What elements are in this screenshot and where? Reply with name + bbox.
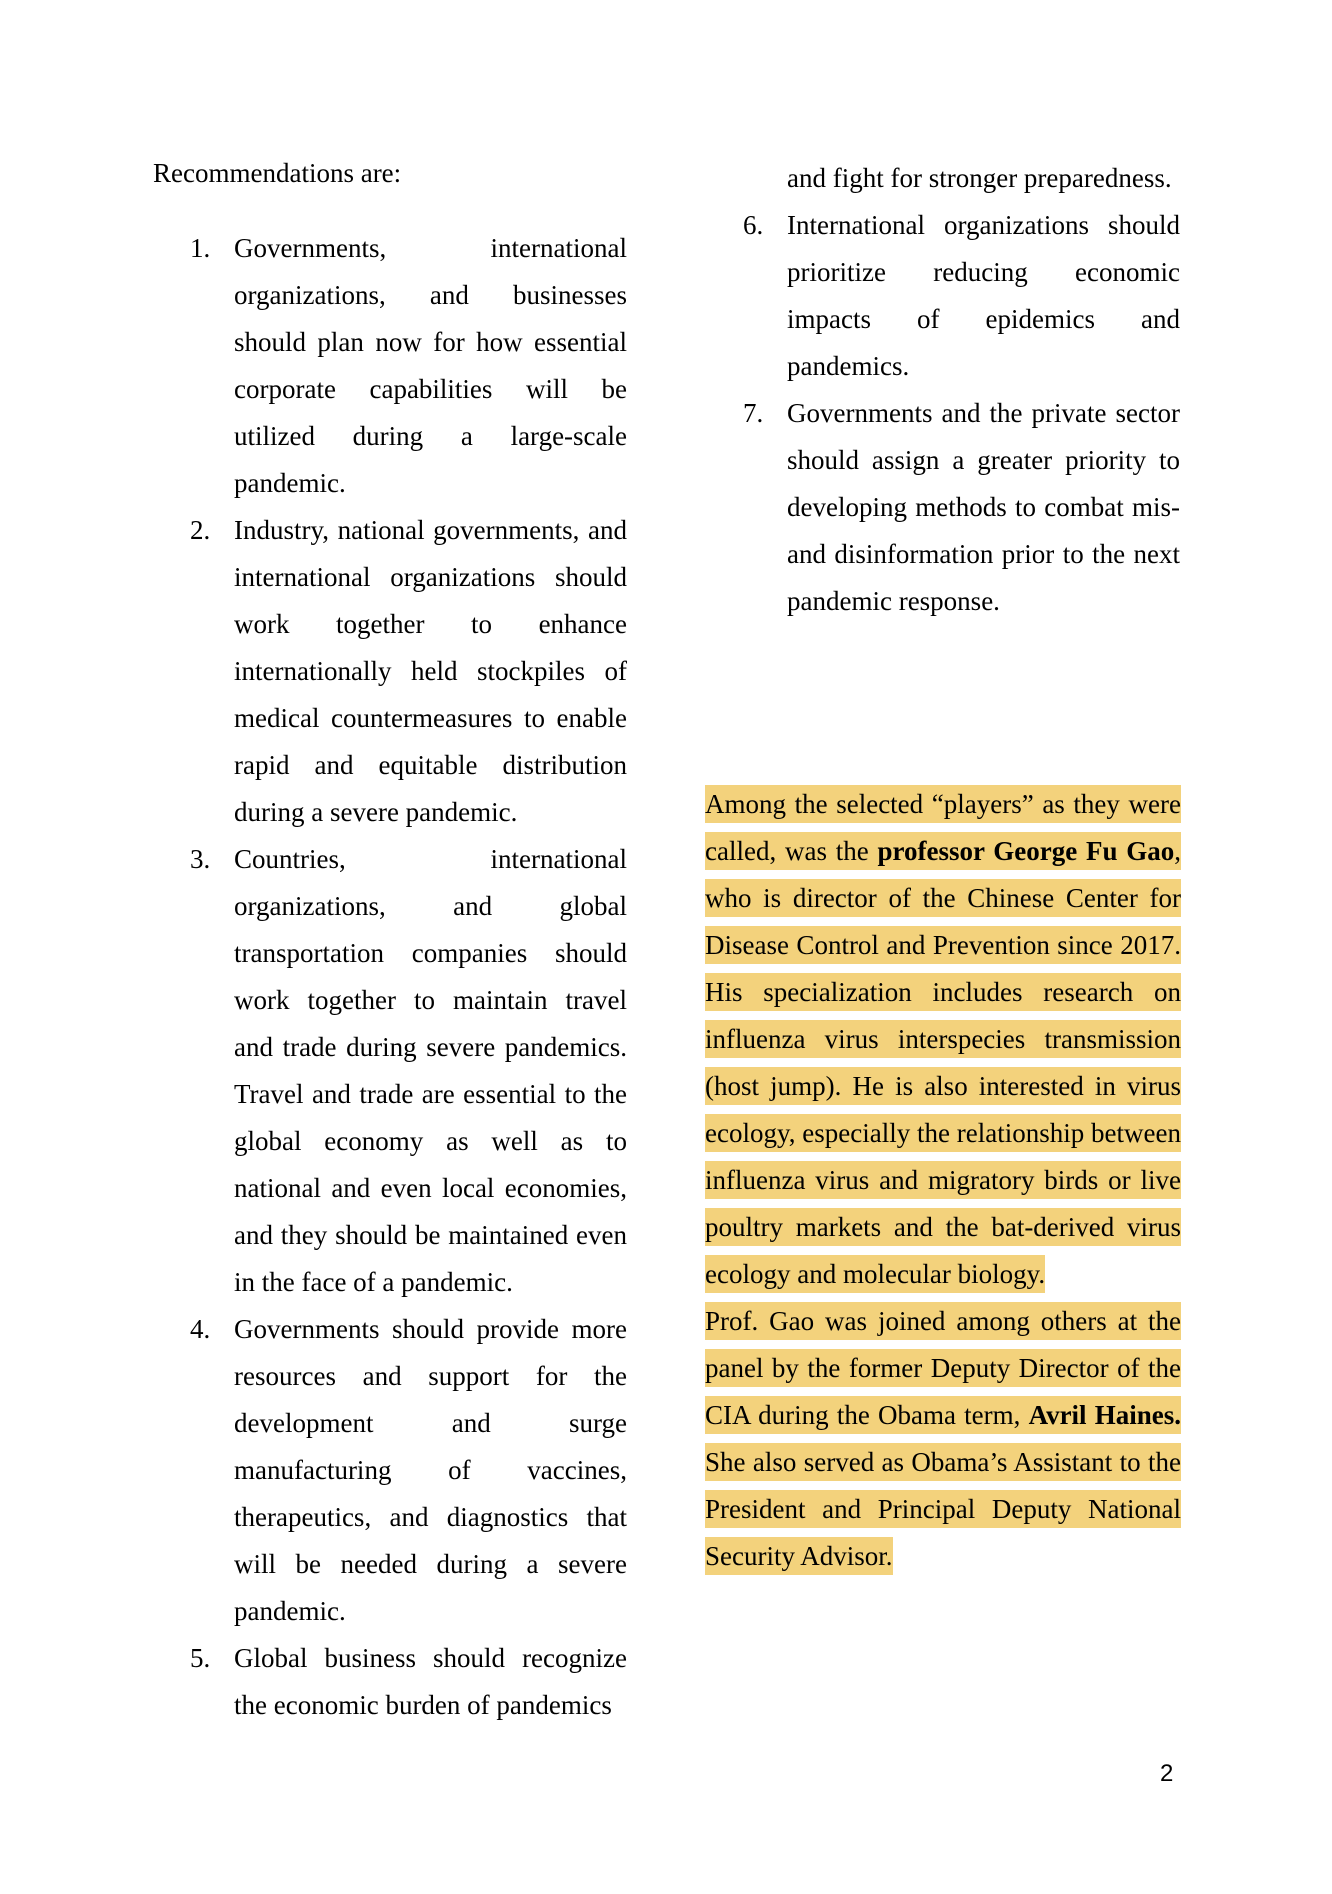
list-number: 1. <box>190 233 211 263</box>
list-text: Governments should provide more resources and support for the development and surge manufacturing of vaccines, therapeutics, and diagnostics that will be needed during a severe pandemic. <box>234 1314 627 1626</box>
recommendation-item <box>190 225 627 507</box>
list-number: 7. <box>743 398 764 428</box>
text-run: Prof. Gao was joined among others at the panel by the former Deputy Director of the CIA during the Obama term, <box>705 1306 1181 1430</box>
recommendation-continuation: and fight for stronger preparedness. <box>787 163 1172 193</box>
list-text: Governments and the private sector should assign a greater priority to developing methods to combat mis- and disinformation prior to the next pandemic response. <box>787 398 1180 616</box>
list-number: 3. <box>190 844 211 874</box>
left-column <box>190 225 627 1729</box>
list-text: Governments, international organizations, and businesses should plan now for how essential corporate capabilities will be utilized during a large-scale pandemic. <box>234 233 627 498</box>
bold-name: professor George Fu Gao <box>877 836 1175 866</box>
highlighted-section <box>705 781 1181 1580</box>
list-number: 2. <box>190 515 211 545</box>
page-number: 2 <box>1160 1760 1174 1787</box>
recommendation-item <box>190 1306 627 1635</box>
list-number: 6. <box>743 210 764 240</box>
recommendations-intro: Recommendations are: <box>153 158 402 188</box>
list-text: Industry, national governments, and international organizations should work together to enhance internationally held stockpiles of medical countermeasures to enable rapid and equitable distribution during a severe pandemic. <box>234 515 627 827</box>
list-number: 4. <box>190 1314 211 1344</box>
recommendation-item <box>743 202 1180 390</box>
text-run: She also served as Obama’s Assistant to the President and Principal Deputy National Security Advisor. <box>705 1447 1181 1571</box>
list-text: International organizations should prioritize reducing economic impacts of epidemics and pandemics. <box>787 210 1180 381</box>
highlight <box>705 785 1181 1293</box>
right-column-list <box>743 155 1180 625</box>
recommendation-item <box>190 836 627 1306</box>
recommendation-item <box>190 1635 627 1729</box>
highlighted-paragraph-haines <box>705 1298 1181 1580</box>
highlighted-paragraph-gao <box>705 781 1181 1298</box>
text-run: , who is director of the Chinese Center for Disease Control and Prevention since 2017. His specialization includes research on influenza virus interspecies transmission (host jump). He is also interested in virus ecology, especially the relationship between influenza virus and migratory birds or live poultry markets and the bat-derived virus ecology and molecular biology. <box>705 836 1181 1289</box>
text-run: Among the selected “players” as they were called, was the <box>705 789 1181 866</box>
bold-name: Avril Haines. <box>1028 1400 1181 1430</box>
highlight <box>705 1302 1181 1575</box>
recommendation-item <box>190 507 627 836</box>
recommendation-item <box>743 390 1180 625</box>
list-text: Countries, international organizations, and global transportation companies should work together to maintain travel and trade during severe pandemics. Travel and trade are essential to the global economy as well as to national and even local economies, and they should be maintained even in the face of a pandemic. <box>234 844 627 1297</box>
list-text: Global business should recognize the economic burden of pandemics <box>234 1643 627 1720</box>
list-number: 5. <box>190 1643 211 1673</box>
